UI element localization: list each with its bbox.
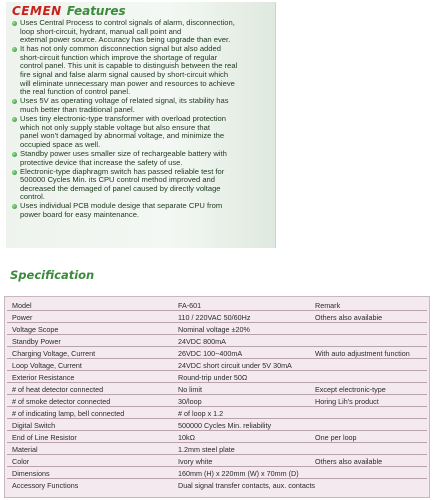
spec-label: End of Line Resistor xyxy=(12,433,77,442)
spec-label: Dimensions xyxy=(12,469,50,478)
spec-label: Color xyxy=(12,457,30,466)
feature-text: Standby power uses smaller size of rechargeable battery with protective device that increase the safety of use. xyxy=(20,148,227,167)
specification-table xyxy=(4,296,430,498)
row-divider xyxy=(7,346,427,347)
spec-value: 160mm (H) x 220mm (W) x 70mm (D) xyxy=(178,469,299,478)
bullet-icon xyxy=(12,47,17,52)
features-title: Features xyxy=(66,4,126,18)
spec-row xyxy=(5,456,429,467)
spec-row xyxy=(5,372,429,383)
spec-value: FA-601 xyxy=(178,301,202,310)
spec-label: Accessory Functions xyxy=(12,481,79,490)
row-divider xyxy=(7,442,427,443)
row-divider xyxy=(7,466,427,467)
spec-label: Voltage Scope xyxy=(12,325,59,334)
feature-text: It has not only common disconnection signal but also added short-circuit function which improve the shortage of regular control panel. This unit is capable to distinguish between the real fire signal and false alarm signal caused by short-circuit which will eliminate unnecessary man power and resources to achieve the real function of control panel. xyxy=(20,44,238,97)
spec-value: 1.2mm steel plate xyxy=(178,445,235,454)
spec-row xyxy=(5,408,429,419)
spec-label: Power xyxy=(12,313,33,322)
feature-item xyxy=(12,45,274,97)
feature-text: Uses 5V as operating voltage of related signal, its stability has much better than traditional panel. xyxy=(20,96,229,114)
spec-value: Ivory white xyxy=(178,457,213,466)
spec-value: Round-trip under 50Ω xyxy=(178,373,248,382)
brand-logo: CEMEN xyxy=(12,4,62,18)
row-divider xyxy=(7,310,427,311)
spec-remark: Others also available xyxy=(315,457,383,466)
spec-label: Model xyxy=(12,301,32,310)
bullet-icon xyxy=(12,99,17,104)
spec-value: 30/loop xyxy=(178,397,202,406)
spec-row xyxy=(5,324,429,335)
spec-row xyxy=(5,336,429,347)
row-divider xyxy=(7,406,427,407)
features-list xyxy=(12,19,274,220)
row-divider xyxy=(7,394,427,395)
spec-remark: Except electronic-type xyxy=(315,385,386,394)
bullet-icon xyxy=(12,117,17,122)
spec-label: # of smoke detector connected xyxy=(12,397,111,406)
feature-text: Uses tiny electronic-type transformer with overload protection which not only supply stable voltage but also ensure that panel won't damaged by abnormal voltage, and minimize the occupied space as well. xyxy=(20,114,226,149)
specification-title: Specification xyxy=(10,268,95,282)
row-divider xyxy=(7,334,427,335)
spec-value: No limit xyxy=(178,385,202,394)
feature-item xyxy=(12,168,274,202)
spec-row xyxy=(5,300,429,311)
spec-row xyxy=(5,312,429,323)
row-divider xyxy=(7,382,427,383)
spec-label: # of heat detector connected xyxy=(12,385,104,394)
spec-remark: With auto adjustment function xyxy=(315,349,410,358)
spec-row xyxy=(5,468,429,479)
row-divider xyxy=(7,358,427,359)
spec-row xyxy=(5,432,429,443)
spec-label: Material xyxy=(12,445,38,454)
feature-text: Electronic-type diaphragm switch has passed reliable test for 500000 Cycles Min. its CPU control method improved and decreased the demaged of panel caused by directly voltage control. xyxy=(20,166,225,202)
spec-value: 10kΩ xyxy=(178,433,195,442)
feature-item xyxy=(12,97,274,114)
row-divider xyxy=(7,430,427,431)
spec-row xyxy=(5,360,429,371)
spec-value: 26VDC 100~400mA xyxy=(178,349,243,358)
row-divider xyxy=(7,370,427,371)
spec-row xyxy=(5,480,429,491)
spec-label: Exterior Resistance xyxy=(12,373,75,382)
row-divider xyxy=(7,418,427,419)
bullet-icon xyxy=(12,152,17,157)
bullet-icon xyxy=(12,204,17,209)
bullet-icon xyxy=(12,21,17,26)
spec-row xyxy=(5,348,429,359)
spec-value: Nominal voltage ±20% xyxy=(178,325,250,334)
spec-row xyxy=(5,444,429,455)
spec-label: Charging Voltage, Current xyxy=(12,349,96,358)
features-panel xyxy=(6,2,276,248)
spec-remark: Remark xyxy=(315,301,341,310)
spec-label: Loop Voltage, Current xyxy=(12,361,82,370)
row-divider xyxy=(7,454,427,455)
spec-row xyxy=(5,396,429,407)
feature-item xyxy=(12,202,274,219)
spec-value: 110 / 220VAC 50/60Hz xyxy=(178,313,251,322)
spec-value: # of loop x 1.2 xyxy=(178,409,224,418)
feature-text: Uses Central Process to control signals of alarm, disconnection, loop short-circuit, hydrant, manual call point and external power source. Accuracy has being upgrade than ever. xyxy=(20,18,235,45)
feature-text: Uses individual PCB module desige that separate CPU from power board for easy maintenance. xyxy=(20,201,223,220)
spec-value: Dual signal transfer contacts, aux. contacts xyxy=(178,481,316,490)
bullet-icon xyxy=(12,170,17,175)
spec-label: Digital Switch xyxy=(12,421,56,430)
spec-remark: One per loop xyxy=(315,433,357,442)
spec-remark: Others also availabie xyxy=(315,313,383,322)
spec-row xyxy=(5,384,429,395)
spec-value: 24VDC short circuit under 5V 30mA xyxy=(178,361,292,370)
row-divider xyxy=(7,322,427,323)
feature-item xyxy=(12,115,274,149)
row-divider xyxy=(7,478,427,479)
spec-value: 500000 Cycles Min. reliability xyxy=(178,421,272,430)
spec-label: Standby Power xyxy=(12,337,61,346)
spec-remark: Horing Lih's product xyxy=(315,397,379,406)
feature-item xyxy=(12,150,274,167)
spec-value: 24VDC 800mA xyxy=(178,337,226,346)
spec-row xyxy=(5,420,429,431)
spec-label: # of indicating lamp, bell connected xyxy=(12,409,125,418)
feature-item xyxy=(12,19,274,45)
